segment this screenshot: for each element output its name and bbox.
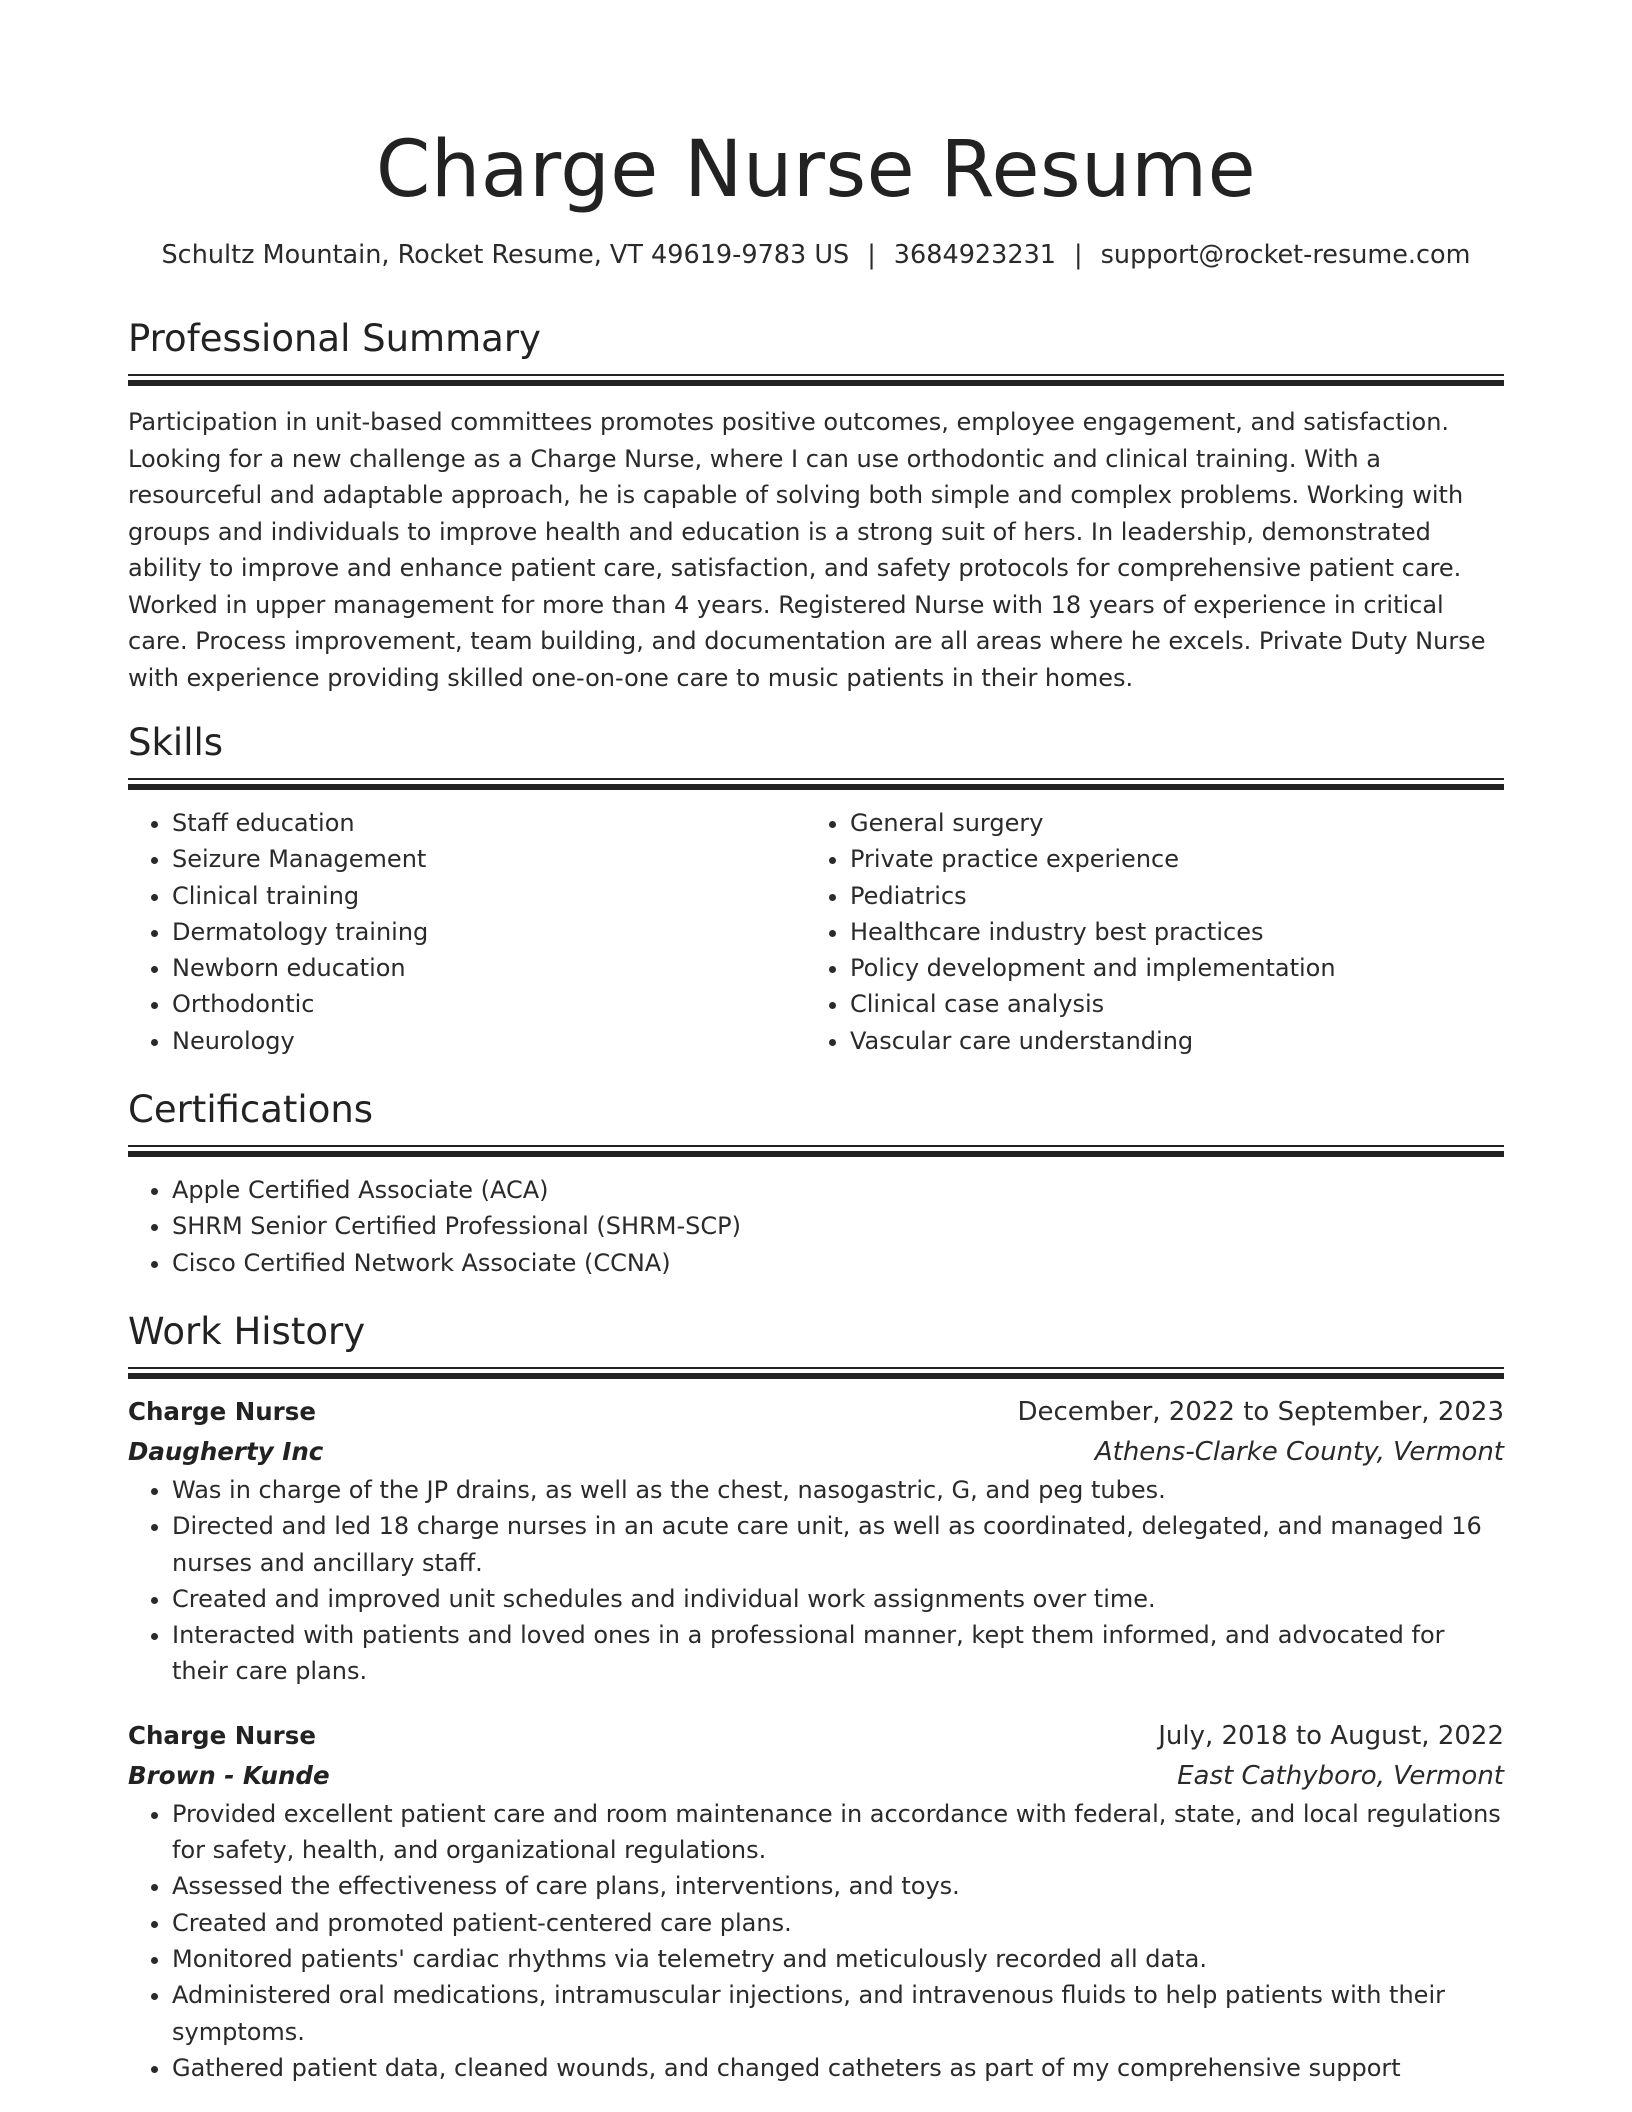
list-item: • Created and improved unit schedules and individual work assignments over time. <box>172 1581 1504 1617</box>
separator: | <box>867 240 876 270</box>
section-divider <box>128 1367 1504 1380</box>
list-item: • Seizure Management <box>172 841 806 877</box>
section-divider <box>128 778 1504 791</box>
job-bullets <box>128 1472 1504 1690</box>
job-company: Brown - Kunde <box>128 1760 330 1790</box>
job-company: Daugherty Inc <box>128 1436 324 1466</box>
work-history-section <box>128 1309 1504 2086</box>
list-item: • Orthodontic <box>172 986 806 1022</box>
skills-column-right <box>806 805 1484 1059</box>
separator: | <box>1074 240 1083 270</box>
list-item: • Directed and led 18 charge nurses in an acute care unit, as well as coordinated, delegated, and managed 16 nurses and ancillary staff. <box>172 1508 1504 1581</box>
list-item: • Neurology <box>172 1023 806 1059</box>
section-title-work-history: Work History <box>128 1309 366 1353</box>
list-item: • Clinical case analysis <box>850 986 1484 1022</box>
section-divider <box>128 1145 1504 1158</box>
list-item: • General surgery <box>850 805 1484 841</box>
list-item: • SHRM Senior Certified Professional (SHRM-SCP) <box>172 1208 1504 1244</box>
list-item: • Gathered patient data, cleaned wounds, and changed catheters as part of my comprehensive support <box>172 2050 1504 2086</box>
certifications-section <box>128 1087 1504 1281</box>
job-header <box>128 1716 1504 1756</box>
skills-columns <box>128 805 1504 1059</box>
list-item: • Policy development and implementation <box>850 950 1484 986</box>
list-item: • Healthcare industry best practices <box>850 914 1484 950</box>
section-title-certifications: Certifications <box>128 1088 374 1132</box>
list-item: • Was in charge of the JP drains, as well as the chest, nasogastric, G, and peg tubes. <box>172 1472 1504 1508</box>
section-title-skills: Skills <box>128 721 224 764</box>
job-title: Charge Nurse <box>128 1396 316 1426</box>
list-item: • Dermatology training <box>172 914 806 950</box>
job-location: East Cathyboro, Vermont <box>1177 1760 1504 1791</box>
list-item: • Created and promoted patient-centered care plans. <box>172 1905 1504 1941</box>
job-bullets <box>128 1796 1504 2086</box>
resume-title: Charge Nurse Resume <box>375 125 1257 215</box>
list-item: • Vascular care understanding <box>850 1023 1484 1059</box>
list-item: • Clinical training <box>172 878 806 914</box>
job-dates: July, 2018 to August, 2022 <box>1158 1720 1504 1751</box>
resume-page <box>128 0 1504 2086</box>
job-location: Athens-Clarke County, Vermont <box>1094 1436 1504 1467</box>
list-item: • Staff education <box>172 805 806 841</box>
list-item: • Newborn education <box>172 950 806 986</box>
job-subheader <box>128 1756 1504 1796</box>
list-item: • Assessed the effectiveness of care plans, interventions, and toys. <box>172 1868 1504 1904</box>
list-item: • Administered oral medications, intramuscular injections, and intravenous fluids to help patients with their symptoms. <box>172 1977 1504 2050</box>
list-item: • Apple Certified Associate (ACA) <box>172 1172 1504 1208</box>
address: Schultz Mountain, Rocket Resume, VT 49619-9783 US <box>161 240 850 270</box>
job-entry <box>128 1716 1504 2086</box>
list-item: • Cisco Certified Network Associate (CCNA) <box>172 1245 1504 1281</box>
list-item: • Private practice experience <box>850 841 1484 877</box>
summary-text: Participation in unit-based committees promotes positive outcomes, employee engagement, and satisfaction. Looking for a new challenge as a Charge Nurse, where I can use orthodontic and clinical training. With a resourceful and adaptable approach, he is capable of solving both simple and complex problems. Working with groups and individuals to improve health and education is a strong suit of hers. In leadership, demonstrated ability to improve and enhance patient care, satisfaction, and safety protocols for comprehensive patient care. Worked in upper management for more than 4 years. Registered Nurse with 18 years of experience in critical care. Process improvement, team building, and documentation are all areas where he excels. Private Duty Nurse with experience providing skilled one-on-one care to music patients in their homes. <box>128 408 1486 692</box>
job-dates: December, 2022 to September, 2023 <box>1017 1396 1504 1427</box>
section-divider <box>128 374 1504 387</box>
job-subheader <box>128 1432 1504 1472</box>
list-item: • Monitored patients' cardiac rhythms via telemetry and meticulously recorded all data. <box>172 1941 1504 1977</box>
section-title-summary: Professional Summary <box>128 317 541 360</box>
skills-section <box>128 720 1504 1059</box>
summary-section <box>128 316 1504 696</box>
job-title: Charge Nurse <box>128 1720 316 1750</box>
contact-line <box>128 238 1504 272</box>
job-entry <box>128 1392 1504 1690</box>
email: support@rocket-resume.com <box>1100 240 1471 270</box>
skills-column-left <box>128 805 806 1059</box>
list-item: • Pediatrics <box>850 878 1484 914</box>
phone: 3684923231 <box>893 240 1057 270</box>
list-item: • Interacted with patients and loved ones in a professional manner, kept them informed, and advocated for their care plans. <box>172 1617 1504 1690</box>
list-item: • Provided excellent patient care and room maintenance in accordance with federal, state, and local regulations for safety, health, and organizational regulations. <box>172 1796 1504 1869</box>
job-header <box>128 1392 1504 1432</box>
